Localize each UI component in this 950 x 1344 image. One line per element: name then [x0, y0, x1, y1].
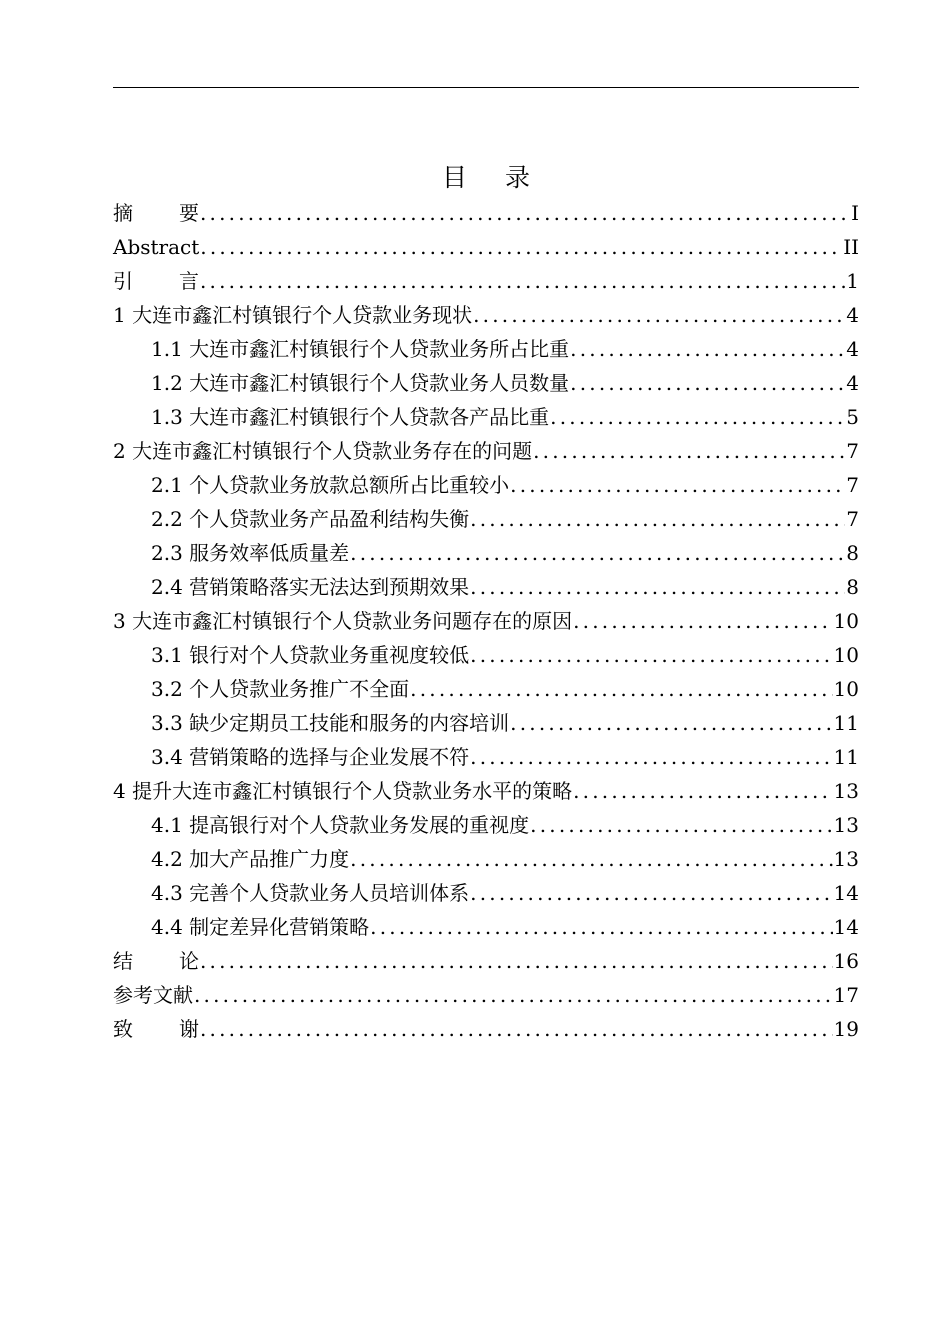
toc-entry-page: 4: [846, 371, 859, 395]
toc-dot-leader: [350, 536, 845, 570]
toc-entry[interactable]: [113, 536, 859, 570]
toc-entry-text: 1 大连市鑫汇村镇银行个人贷款业务现状: [113, 303, 473, 327]
toc-dot-leader: [200, 1012, 833, 1046]
toc-entry-text: 引言: [113, 269, 245, 293]
toc-title: 目录: [441, 163, 568, 192]
toc-dot-leader: [510, 468, 845, 502]
toc-dot-leader: [573, 604, 832, 638]
toc-entry-page: 11: [833, 711, 859, 735]
toc-entry-text: 3.2 个人贷款业务推广不全面: [151, 677, 410, 701]
toc-entry-page: I: [851, 201, 859, 225]
toc-entry[interactable]: [113, 638, 859, 672]
toc-entry[interactable]: [113, 740, 859, 774]
toc-entry-page: 10: [833, 643, 859, 667]
toc-entry-text: 3.3 缺少定期员工技能和服务的内容培训: [151, 711, 510, 735]
toc-dot-leader: [194, 978, 833, 1012]
toc-entry[interactable]: [113, 1012, 859, 1046]
toc-entry[interactable]: [113, 196, 859, 230]
toc-dot-leader: [473, 298, 845, 332]
toc-dot-leader: [550, 400, 845, 434]
toc-entry-text: 4.4 制定差异化营销策略: [151, 915, 370, 939]
toc-entry[interactable]: [113, 400, 859, 434]
toc-dot-leader: [570, 332, 845, 366]
toc-entry[interactable]: [113, 264, 859, 298]
toc-entry[interactable]: [113, 332, 859, 366]
toc-dot-leader: [470, 876, 832, 910]
toc-entry-page: 11: [833, 745, 859, 769]
toc-entry-text: 4.2 加大产品推广力度: [151, 847, 350, 871]
toc-dot-leader: [573, 774, 832, 808]
toc-entry[interactable]: [113, 842, 859, 876]
toc-entry[interactable]: [113, 604, 859, 638]
toc-entry[interactable]: [113, 570, 859, 604]
toc-entry-page: 13: [833, 847, 859, 871]
toc-entry-page: 17: [833, 983, 859, 1007]
toc-dot-leader: [410, 672, 832, 706]
toc-entry[interactable]: [113, 774, 859, 808]
toc-dot-leader: [570, 366, 845, 400]
toc-dot-leader: [200, 264, 845, 298]
toc-entry-page: 5: [846, 405, 859, 429]
toc-entry-page: II: [843, 235, 859, 259]
toc-entry-text: 2 大连市鑫汇村镇银行个人贷款业务存在的问题: [113, 439, 533, 463]
toc-entry-text: 1.3 大连市鑫汇村镇银行个人贷款各产品比重: [151, 405, 550, 429]
toc-entry[interactable]: [113, 298, 859, 332]
toc-dot-leader: [470, 638, 832, 672]
toc-entry-text: 2.1 个人贷款业务放款总额所占比重较小: [151, 473, 510, 497]
toc-dot-leader: [350, 842, 832, 876]
toc-entry-page: 4: [846, 303, 859, 327]
toc-entry-page: 4: [846, 337, 859, 361]
toc-entry-page: 1: [846, 269, 859, 293]
toc-dot-leader: [200, 944, 833, 978]
toc-entry[interactable]: [113, 502, 859, 536]
toc-entry-text: 结论: [113, 949, 245, 973]
header-rule: [113, 87, 859, 88]
toc-dot-leader: [370, 910, 832, 944]
toc-dot-leader: [470, 740, 832, 774]
toc-entry-page: 13: [833, 779, 859, 803]
toc-entry-text: 1.2 大连市鑫汇村镇银行个人贷款业务人员数量: [151, 371, 570, 395]
toc-entry-page: 14: [833, 915, 859, 939]
toc-entry[interactable]: [113, 672, 859, 706]
toc-entry[interactable]: [113, 366, 859, 400]
toc-entry[interactable]: [113, 434, 859, 468]
toc-dot-leader: [200, 196, 850, 230]
toc-entry-text: 2.3 服务效率低质量差: [151, 541, 350, 565]
toc-entry-text: 1.1 大连市鑫汇村镇银行个人贷款业务所占比重: [151, 337, 570, 361]
toc-entry[interactable]: [113, 944, 859, 978]
toc-entry-page: 10: [833, 677, 859, 701]
toc-entry[interactable]: [113, 468, 859, 502]
toc-entry[interactable]: [113, 230, 859, 264]
toc-entry-text: Abstract: [113, 235, 200, 259]
toc-entry-text: 3.4 营销策略的选择与企业发展不符: [151, 745, 470, 769]
toc-dot-leader: [470, 570, 845, 604]
toc-entry-text: 2.4 营销策略落实无法达到预期效果: [151, 575, 470, 599]
toc-dot-leader: [200, 230, 842, 264]
toc-entry-page: 13: [833, 813, 859, 837]
toc-dot-leader: [533, 434, 845, 468]
toc-entry-page: 7: [846, 507, 859, 531]
toc-entry[interactable]: [113, 910, 859, 944]
toc-entry-page: 8: [846, 575, 859, 599]
toc-entry-text: 4.3 完善个人贷款业务人员培训体系: [151, 881, 470, 905]
toc-entry[interactable]: [113, 876, 859, 910]
toc-entry-text: 3 大连市鑫汇村镇银行个人贷款业务问题存在的原因: [113, 609, 573, 633]
toc-entry-page: 16: [833, 949, 859, 973]
toc-dot-leader: [470, 502, 845, 536]
toc-entry[interactable]: [113, 706, 859, 740]
toc-entry-text: 2.2 个人贷款业务产品盈利结构失衡: [151, 507, 470, 531]
toc-entry-page: 19: [833, 1017, 859, 1041]
toc-entry-text: 3.1 银行对个人贷款业务重视度较低: [151, 643, 470, 667]
toc-entry-text: 摘要: [113, 201, 245, 225]
toc-entry-page: 10: [833, 609, 859, 633]
toc-entry-page: 14: [833, 881, 859, 905]
toc-entry-page: 7: [846, 473, 859, 497]
toc-entry-text: 参考文献: [113, 983, 193, 1007]
toc-dot-leader: [530, 808, 832, 842]
toc-entry[interactable]: [113, 978, 859, 1012]
toc-entry-text: 致谢: [113, 1017, 245, 1041]
toc-entry-page: 8: [846, 541, 859, 565]
table-of-contents: [113, 196, 859, 1046]
toc-entry-text: 4.1 提高银行对个人贷款业务发展的重视度: [151, 813, 530, 837]
toc-dot-leader: [510, 706, 832, 740]
toc-entry-page: 7: [846, 439, 859, 463]
toc-entry[interactable]: [113, 808, 859, 842]
toc-entry-text: 4 提升大连市鑫汇村镇银行个人贷款业务水平的策略: [113, 779, 573, 803]
